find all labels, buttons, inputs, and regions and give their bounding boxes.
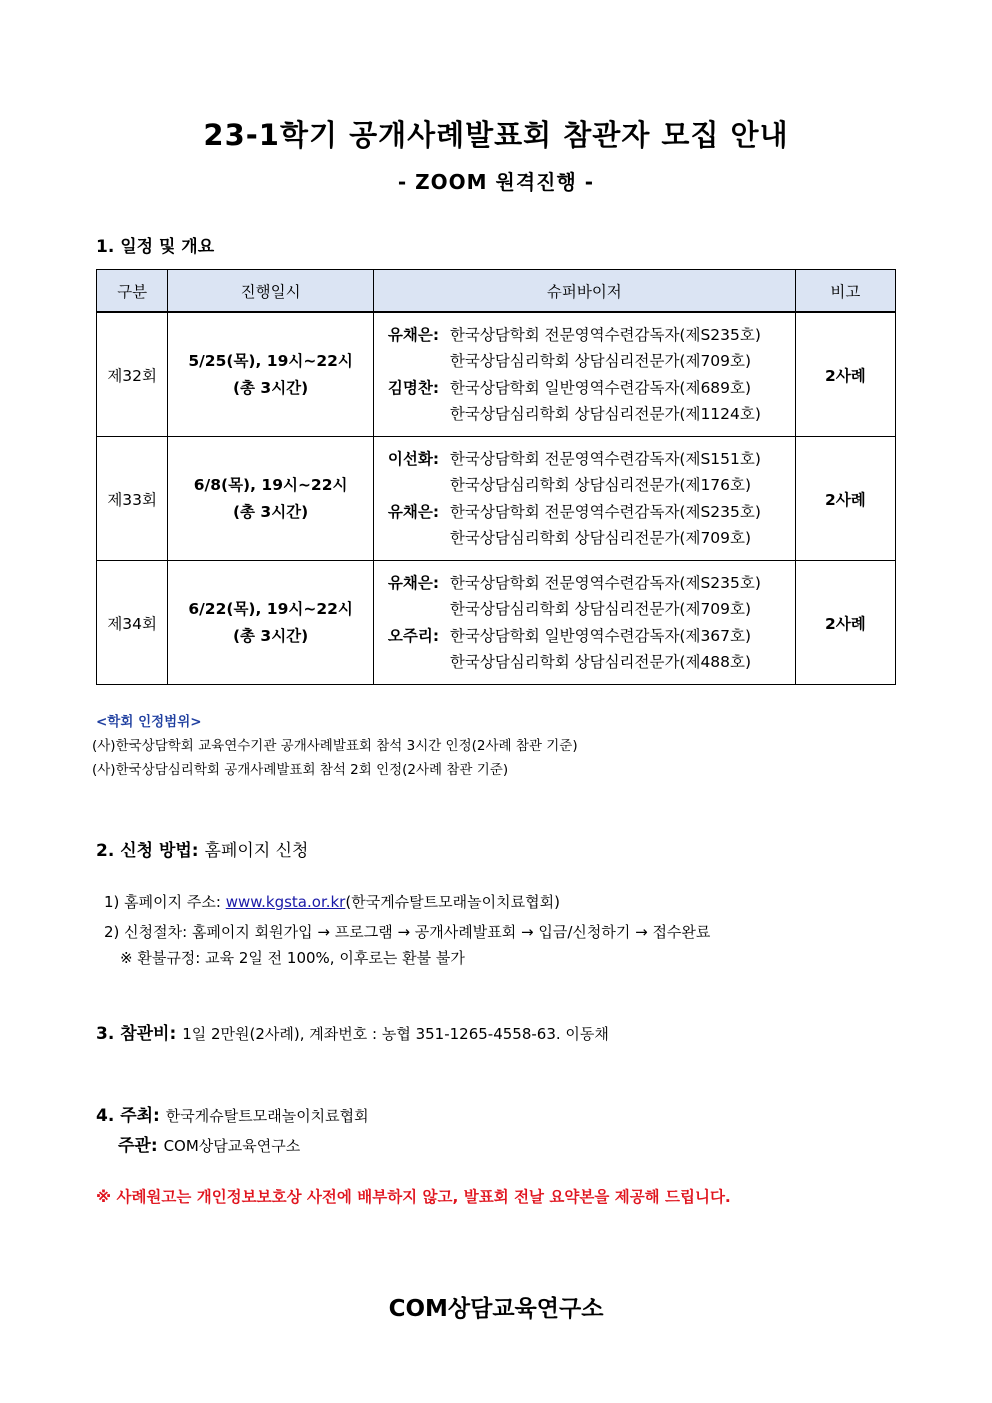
supervisor-name: 오주리: (387, 626, 440, 645)
recognition-line: (사)한국상담학회 교육연수기관 공개사례발표회 참석 3시간 인정(2사례 참관 기준) (92, 738, 578, 754)
note-cell: 2사례 (795, 437, 895, 561)
date-text: 6/8(목), 19시~22시 (193, 475, 348, 494)
supervisor-credential: 한국상담심리학회 상담심리전문가(제176호) (449, 476, 752, 494)
page-title: 23-1학기 공개사례발표회 참관자 모집 안내 (203, 118, 789, 152)
date-text: 6/22(목), 19시~22시 (188, 599, 353, 618)
duration-text: (총 3시간) (232, 502, 309, 521)
refund-policy: ※ 환불규정: 교육 2일 전 100%, 이후로는 환불 불가 (120, 949, 465, 967)
organizer-label: 주관: (118, 1136, 158, 1156)
session-cell: 제33회 (97, 437, 168, 561)
supervisor-credential: 한국상담학회 전문영역수련감독자(제S235호) (449, 325, 761, 344)
homepage-org: (한국게슈탈트모래놀이치료협회) (345, 893, 560, 911)
header-date: 진행일시 (168, 270, 374, 313)
table-row (97, 312, 896, 437)
schedule-table (96, 269, 896, 685)
supervisor-cell (373, 561, 795, 685)
section2-value: 홈페이지 신청 (204, 841, 309, 861)
date-cell (168, 312, 374, 437)
table-header-row (97, 270, 896, 313)
page-subtitle: - ZOOM 원격진행 - (397, 170, 595, 194)
supervisor-credential: 한국상담학회 일반영역수련감독자(제367호) (449, 626, 752, 645)
host-value: 한국게슈탈트모래놀이치료협회 (165, 1107, 369, 1125)
date-cell (168, 437, 374, 561)
supervisor-credential: 한국상담학회 전문영역수련감독자(제S235호) (449, 573, 761, 592)
supervisor-credential: 한국상담학회 전문영역수련감독자(제S235호) (449, 502, 761, 521)
supervisor-credential: 한국상담학회 일반영역수련감독자(제689호) (449, 378, 752, 397)
section2-label: 2. 신청 방법: (96, 841, 199, 861)
organizer-value: COM상담교육연구소 (163, 1137, 301, 1155)
supervisor-credential: 한국상담심리학회 상담심리전문가(제709호) (449, 600, 752, 618)
duration-text: (총 3시간) (232, 626, 309, 645)
host-line (96, 1101, 369, 1126)
supervisor-credential: 한국상담심리학회 상담심리전문가(제709호) (449, 352, 752, 370)
note-cell: 2사례 (795, 561, 895, 685)
supervisor-cell (373, 312, 795, 437)
supervisor-name: 유채은: (387, 325, 440, 344)
header-session: 구분 (97, 270, 168, 313)
session-cell: 제32회 (97, 312, 168, 437)
homepage-link[interactable]: www.kgsta.or.kr (225, 893, 346, 911)
privacy-notice: ※ 사례원고는 개인정보보호상 사전에 배부하지 않고, 발표회 전날 요약본을 제공해 드립니다. (96, 1188, 731, 1206)
supervisor-credential: 한국상담심리학회 상담심리전문가(제1124호) (449, 405, 761, 423)
supervisor-credential: 한국상담심리학회 상담심리전문가(제709호) (449, 529, 752, 547)
footer-org: COM상담교육연구소 (388, 1296, 604, 1322)
supervisor-credential: 한국상담학회 전문영역수련감독자(제S151호) (449, 449, 761, 468)
note-cell: 2사례 (795, 312, 895, 437)
apply-step-2: 2) 신청절차: 홈페이지 회원가입 → 프로그램 → 공개사례발표회 → 입금/신청하기 → 접수완료 (104, 923, 711, 941)
date-cell (168, 561, 374, 685)
header-note: 비고 (795, 270, 895, 313)
section1-heading: 1. 일정 및 개요 (96, 237, 215, 257)
table-row (97, 437, 896, 561)
section3 (96, 1019, 609, 1044)
supervisor-name: 유채은: (387, 573, 440, 592)
recognition-heading: <학회 인정범위> (96, 714, 202, 730)
organizer-line (118, 1131, 300, 1156)
session-cell: 제34회 (97, 561, 168, 685)
date-text: 5/25(목), 19시~22시 (188, 351, 353, 370)
recognition-line: (사)한국상담심리학회 공개사례발표회 참석 2회 인정(2사례 참관 기준) (92, 762, 509, 778)
supervisor-name: 이선화: (387, 449, 440, 468)
apply-step-1 (104, 891, 560, 912)
header-supervisor: 슈퍼바이저 (373, 270, 795, 313)
duration-text: (총 3시간) (232, 378, 309, 397)
table-row (97, 561, 896, 685)
fee-value: 1일 2만원(2사례), 계좌번호 : 농협 351-1265-4558-63. 이동채 (182, 1025, 609, 1043)
supervisor-credential: 한국상담심리학회 상담심리전문가(제488호) (449, 653, 752, 671)
section2-heading (96, 836, 308, 861)
host-label: 4. 주최: (96, 1106, 160, 1126)
supervisor-cell (373, 437, 795, 561)
supervisor-name: 김명찬: (387, 378, 440, 397)
fee-label: 3. 참관비: (96, 1024, 177, 1044)
supervisor-name: 유채은: (387, 502, 440, 521)
homepage-label: 1) 홈페이지 주소: (104, 893, 226, 911)
